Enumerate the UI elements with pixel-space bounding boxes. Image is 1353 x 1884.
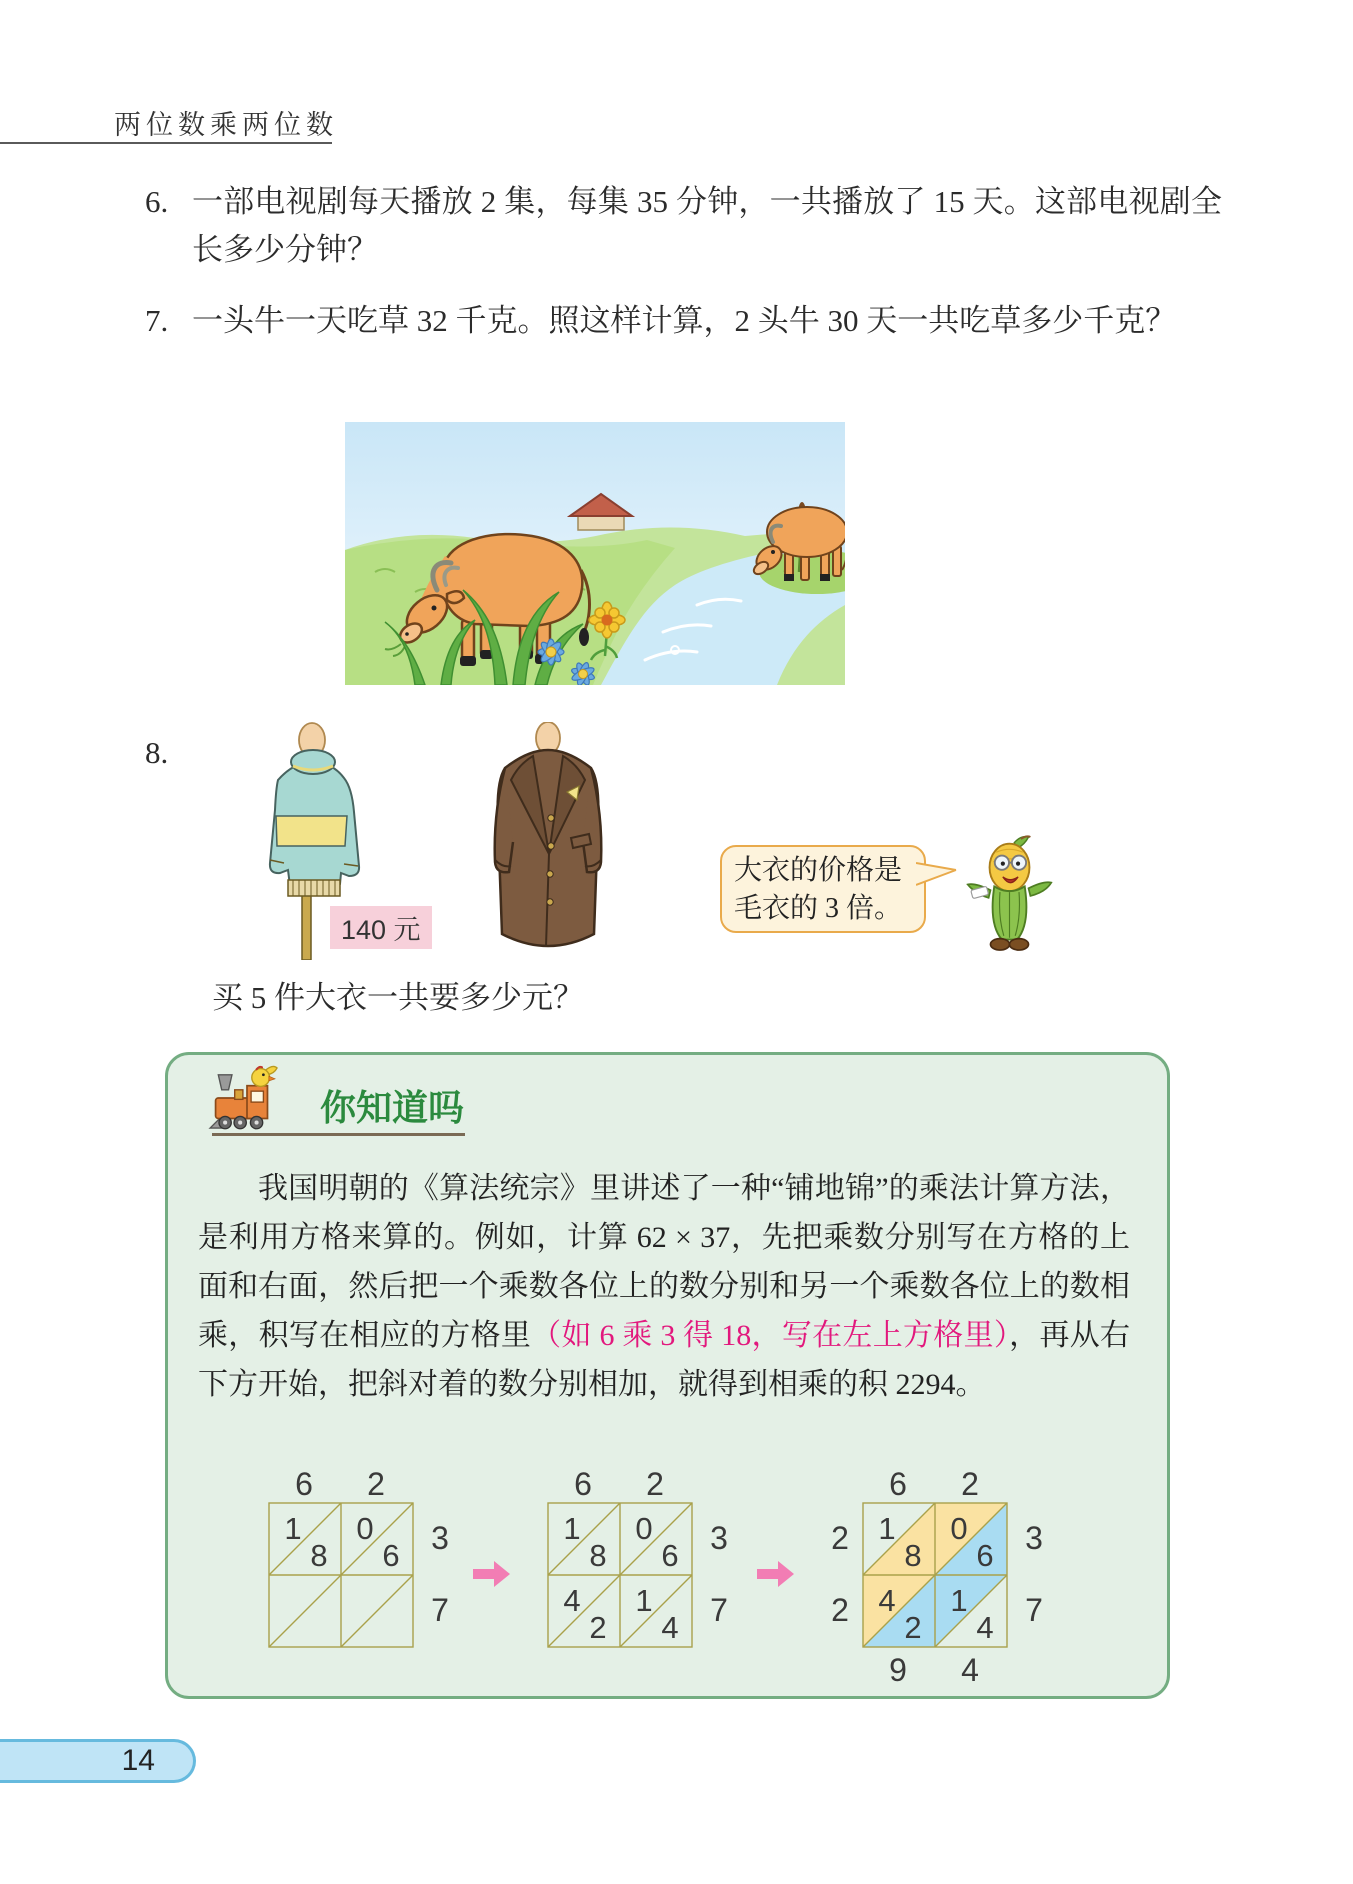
problem-8-question: 买 5 件大衣一共要多少元？ (212, 980, 584, 1015)
grid-cell-text: 8 (310, 1538, 328, 1573)
speech-bubble-tail (916, 858, 960, 890)
did-you-know-title: 你知道吗 (320, 1087, 465, 1128)
did-you-know-paragraph (198, 1164, 1130, 1409)
grid-cell-text: 0 (356, 1511, 374, 1546)
lattice-grid-2 (519, 1466, 749, 1697)
grid-label: 2 (831, 1520, 849, 1556)
page-number-tab (0, 1739, 196, 1783)
train-track-line (212, 1133, 465, 1136)
grid-cell-text: 6 (976, 1538, 994, 1573)
grid-cell-text: 2 (589, 1610, 607, 1645)
coat-illustration (483, 722, 613, 967)
grid-label: 3 (1025, 1520, 1043, 1556)
corn-mascot (962, 833, 1057, 955)
grid-label: 3 (710, 1520, 728, 1556)
paragraph-magenta: （如 6 乘 3 得 18，写在左上方格里） (531, 1319, 1010, 1352)
lattice-grid-1 (240, 1466, 470, 1697)
cows-meadow-illustration (345, 422, 845, 685)
grid-label: 7 (1025, 1592, 1043, 1628)
grid-label: 7 (710, 1592, 728, 1628)
grid-label: 3 (431, 1520, 449, 1556)
grid-label: 7 (431, 1592, 449, 1628)
grid-label: 4 (961, 1652, 979, 1688)
corn-speech-bubble (720, 845, 926, 933)
grid-cell-text: 0 (950, 1511, 968, 1546)
arrow-right-icon (757, 1560, 795, 1588)
grid-cell-text: 6 (382, 1538, 400, 1573)
chick-icon (252, 1066, 277, 1086)
grid-label: 6 (295, 1466, 313, 1502)
grid-label: 6 (889, 1466, 907, 1502)
grid-cell-text: 1 (878, 1511, 896, 1546)
page-title: 两位数乘两位数 (114, 110, 338, 140)
problem-6 (145, 178, 1225, 274)
grid-cell-text: 8 (904, 1538, 922, 1573)
grid-cell-text: 4 (976, 1610, 994, 1645)
grid-cell-text: 2 (904, 1610, 922, 1645)
grid-cell-text: 0 (635, 1511, 653, 1546)
grid-label: 9 (889, 1652, 907, 1688)
grid-cell-text: 6 (661, 1538, 679, 1573)
problem-6-number: 6. (145, 184, 169, 219)
problem-7 (145, 297, 1225, 345)
sweater-price-tag: 140 元 (330, 906, 432, 949)
bubble-line-1: 大衣的价格是 (734, 855, 903, 886)
grid-label: 2 (646, 1466, 664, 1502)
train-icon (206, 1062, 288, 1134)
grid-cell-text: 4 (661, 1610, 679, 1645)
problem-7-text: 一头牛一天吃草 32 千克。照这样计算，2 头牛 30 天一共吃草多少千克？ (192, 303, 1177, 338)
problem-6-text: 一部电视剧每天播放 2 集，每集 35 分钟，一共播放了 15 天。这部电视剧全长多少分钟？ (192, 184, 1222, 267)
header-underline (0, 142, 332, 144)
grid-cell-text: 4 (878, 1583, 896, 1618)
grid-cell-text: 1 (950, 1583, 968, 1618)
grid-cell-text: 8 (589, 1538, 607, 1573)
bubble-line-2: 毛衣的 3 倍。 (734, 893, 903, 924)
page-number: 14 (121, 1744, 155, 1777)
problem-8-number: 8. (145, 735, 169, 770)
grid-label: 6 (574, 1466, 592, 1502)
grid-cell-text: 4 (563, 1583, 581, 1618)
grid-cell-text: 1 (635, 1583, 653, 1618)
grid-label: 2 (367, 1466, 385, 1502)
paragraph-black-1: 我国明朝的《算法统宗》里讲述了一种“铺地锦”的乘法计算方法，是利用方格来算的。例如，计算 62 × 37，先把乘数分别写在方格的上面和右面，然后把一个乘数各位上的数分别和另一个乘数各位上的数相乘，积写在相应的方格里 (198, 1172, 1130, 1352)
grid-label: 2 (831, 1592, 849, 1628)
grid-cell-text: 1 (563, 1511, 581, 1546)
problem-7-number: 7. (145, 303, 169, 338)
arrow-right-icon (473, 1560, 511, 1588)
grid-cell-text: 1 (284, 1511, 302, 1546)
lattice-grid-3 (831, 1466, 1064, 1697)
paragraph-black-2: ，再从右下方开始，把斜对着的数分别相加，就得到相乘的积 2294。 (198, 1319, 1131, 1401)
grid-label: 2 (961, 1466, 979, 1502)
